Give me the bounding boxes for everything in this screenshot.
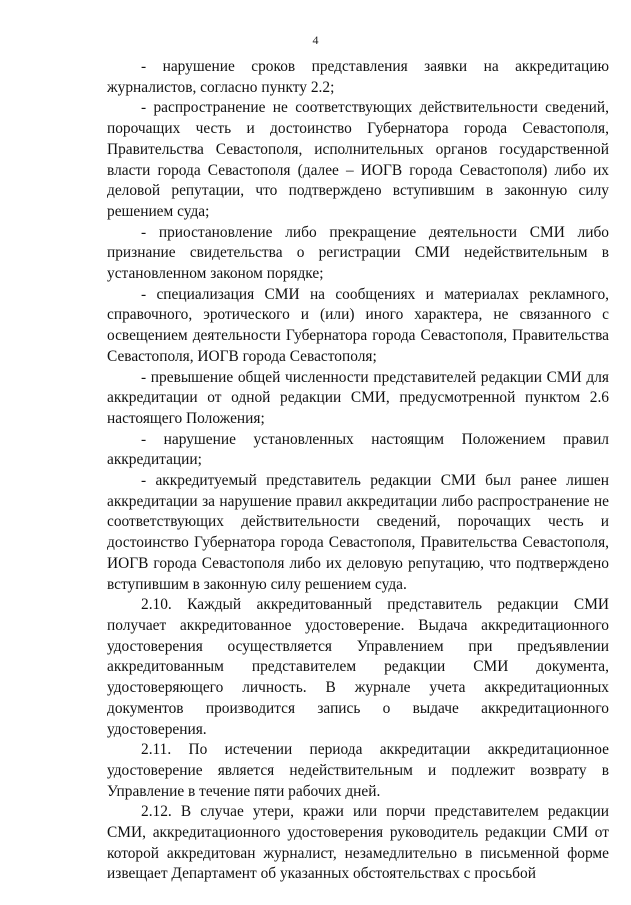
list-item: - распространение не соответствующих действительности сведений, порочащих честь и достоинство Губернатора города Севастополя, Правительства Севастополя, исполнительных органов государственной власти города Севастополя (далее – ИОГВ города Севастополя) либо их деловой репутации, что подтверждено вступившим в законную силу решением суда; xyxy=(107,99,609,220)
document-body xyxy=(107,57,609,885)
clause-2-12: 2.12. В случае утери, кражи или порчи представителем редакции СМИ, аккредитационного удостоверения руководитель редакции СМИ от которой аккредитован журналист, незамедлительно в письменной форме извещает Департамент об указанных обстоятельствах с просьбой xyxy=(107,803,609,883)
list-item: - приостановление либо прекращение деятельности СМИ либо признание свидетельства о регистрации СМИ недействительным в установленном законом порядке; xyxy=(107,223,609,283)
list-item: - нарушение установленных настоящим Положением правил аккредитации; xyxy=(107,430,609,469)
clause-2-11: 2.11. По истечении периода аккредитации аккредитационное удостоверение является недействительным и подлежит возврату в Управление в течение пяти рабочих дней. xyxy=(107,741,609,800)
list-item: - аккредитуемый представитель редакции СМИ был ранее лишен аккредитации за нарушение правил аккредитации либо распространение не соответствующих действительности сведений, порочащих честь и достоинство Губернатора города Севастополя, Правительства Севастополя, ИОГВ города Севастополя либо их деловую репутацию, что подтверждено вступившим в законную силу решением суда. xyxy=(107,472,609,593)
clause-2-10: 2.10. Каждый аккредитованный представитель редакции СМИ получает аккредитованное удостоверение. Выдача аккредитационного удостоверения осуществляется Управлением при предъявлении аккредитованным представителем редакции СМИ документа, удостоверяющего личность. В журнале учета аккредитационных документов производится запись о выдаче аккредитационного удостоверения. xyxy=(107,596,609,738)
list-item: - превышение общей численности представителей редакции СМИ для аккредитации от одной редакции СМИ, предусмотренной пунктом 2.6 настоящего Положения; xyxy=(107,368,609,427)
list-item: - нарушение сроков представления заявки на аккредитацию журналистов, согласно пункту 2.2; xyxy=(107,58,609,96)
list-item: - специализация СМИ на сообщениях и материалах рекламного, справочного, эротического и (или) иного характера, не связанного с освещением деятельности Губернатора города Севастополя, Правительства Севастополя, ИОГВ города Севастополя; xyxy=(107,285,609,365)
page-number: 4 xyxy=(312,33,319,47)
